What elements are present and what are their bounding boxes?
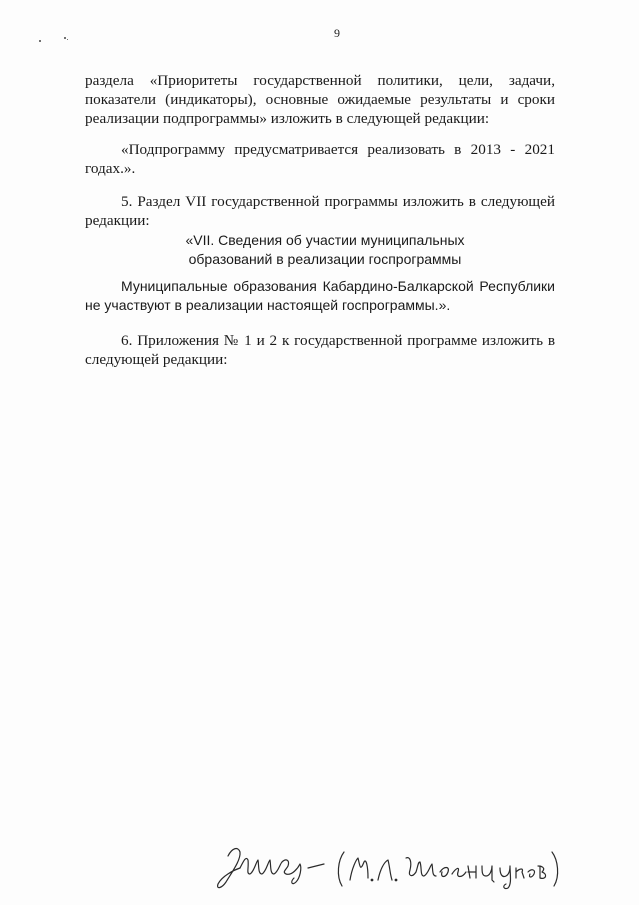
section-heading-line-2: образований в реализации госпрограммы (188, 251, 462, 267)
paragraph-item-5: 5. Раздел VII государственной программы изложить в следующей редакции: (85, 193, 555, 229)
paragraph-municipalities: Муниципальные образования Кабардино-Балкарской Республики не участвуют в реализации настоящей госпрограммы.». (85, 278, 555, 313)
section-heading-vii (150, 231, 500, 269)
paragraph-item-6: 6. Приложения № 1 и 2 к государственной программе изложить в следующей редакции: (85, 332, 555, 368)
paragraph-implementation-period: «Подпрограмму предусматривается реализовать в 2013 - 2021 годах.». (85, 141, 555, 177)
page-number: 9 (334, 26, 340, 40)
handwritten-signature (210, 838, 570, 898)
paragraph-subprogram-section: раздела «Приоритеты государственной политики, цели, задачи, показатели (индикаторы), основные ожидаемые результаты и сроки реализации подпрограммы» изложить в следующей редакции: (85, 72, 555, 127)
scan-speck (39, 40, 41, 42)
scan-speck (64, 37, 66, 39)
section-heading-line-1: «VII. Сведения об участии муниципальных (185, 232, 465, 248)
scan-speck (67, 39, 68, 40)
